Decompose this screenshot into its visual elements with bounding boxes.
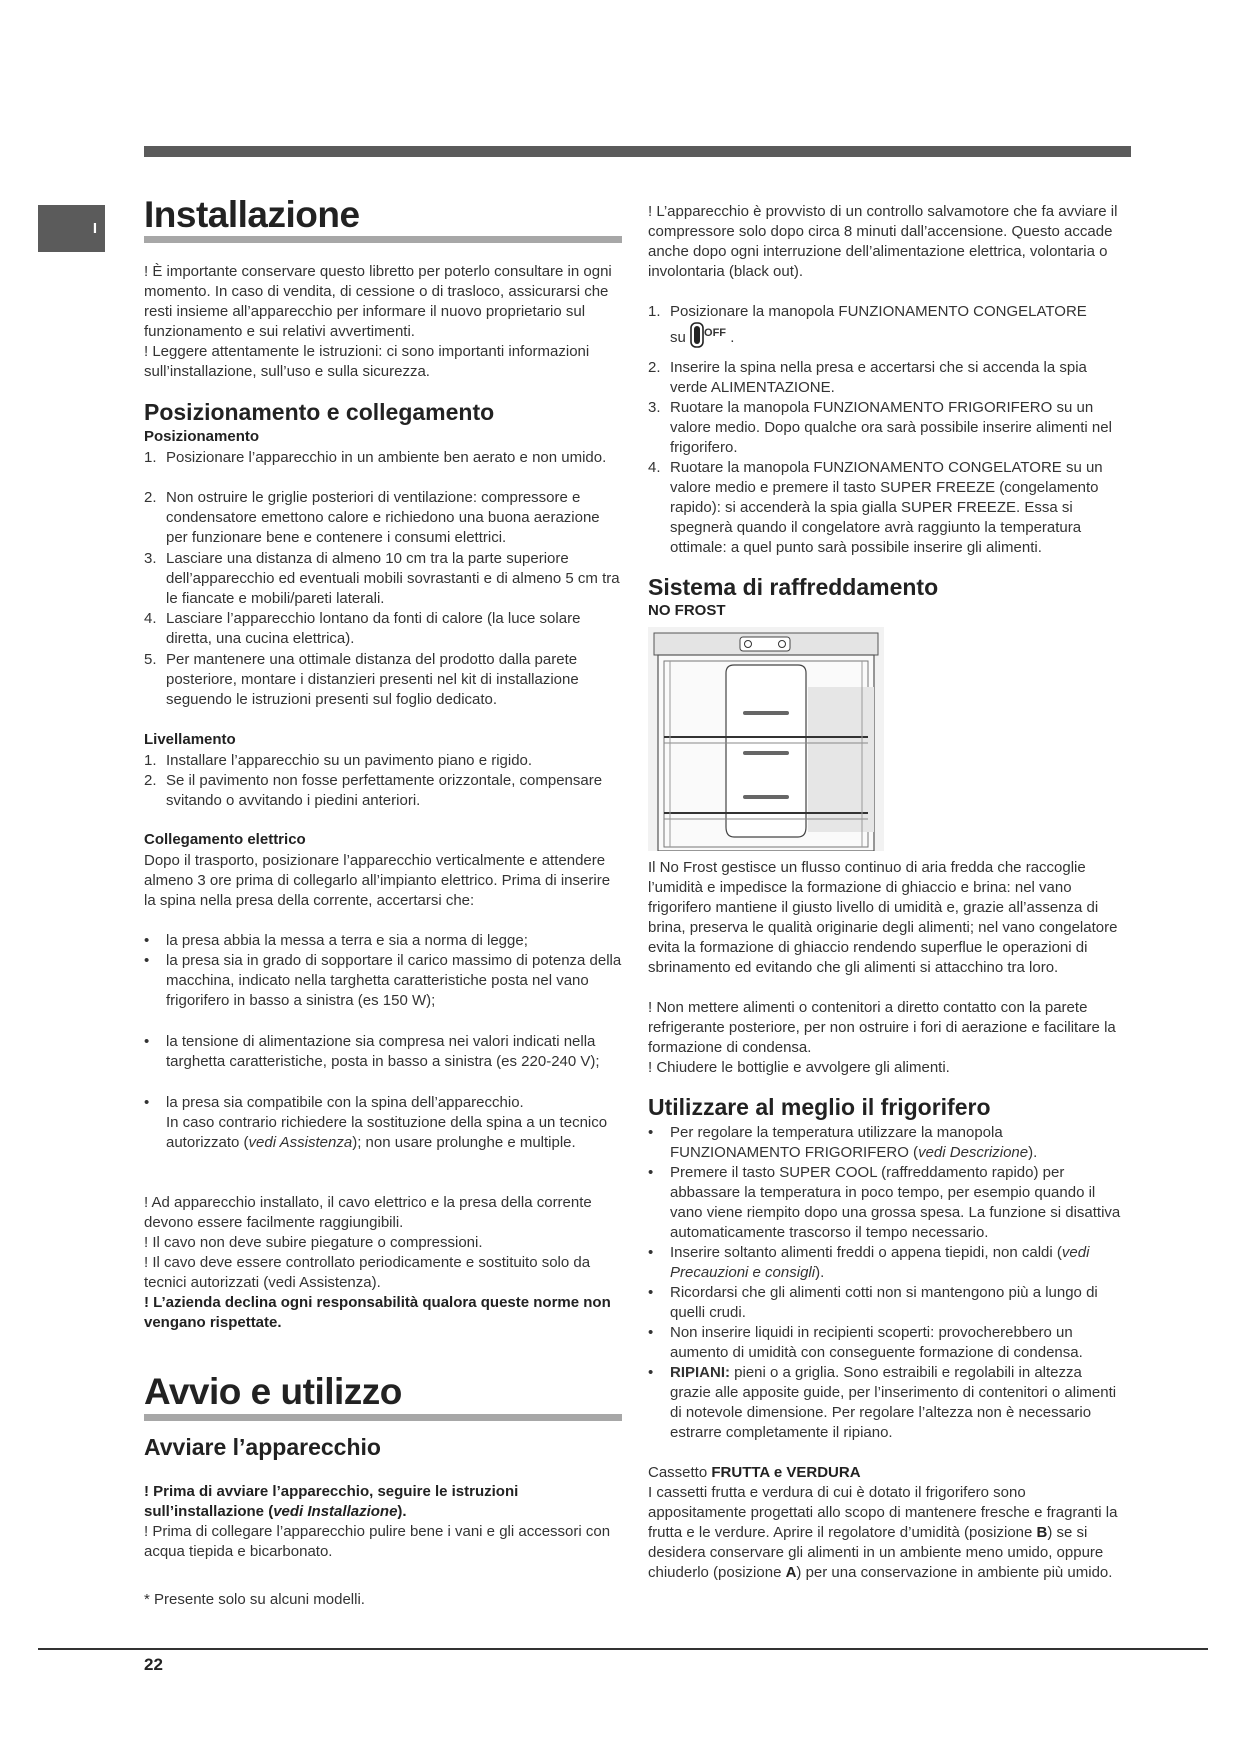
tip-bullet-3: • Inserire soltanto alimenti freddi o appena tiepidi, non caldi (vedi Precauzioni e consigli). [648,1244,1090,1281]
tip-bullet-2: • Premere il tasto SUPER COOL (raffreddamento rapido) per abbassare la temperatura in poco tempo, per esempio quando il vano viene riempito dopo una grossa spesa. La funzione si disattiva automaticamente trascorso il tempo necessario. [648,1164,1121,1241]
elec-bullet-4: • la presa sia compatibile con la spina dell’apparecchio. In caso contrario richiedere la sostituzione della spina a un tecnico autorizzato (vedi Assistenza); non usare prolunghe e multiple. [144,1094,608,1151]
installazione-title: Installazione [144,194,360,235]
pos-item-2: 2. Non ostruire le griglie posteriori di ventilazione: compressore e condensatore emettono calore e richiedono una buona aerazione per funzionare bene e contenere i consumi elettrici. [144,489,600,546]
drawer-description: I cassetti frutta e verdura di cui è dotato il frigorifero sono appositamente progettati allo scopo di mantenere fresche e fragranti la frutta e le verdure. Aprire il regolatore d’umidità (posizione B) se si desidera conservare gli alimenti in un ambiente meno umido, oppure chiuderlo (posizione A) per una conservazione in ambiente più umido. [648,1484,1118,1581]
tip-bullet-5: • Non inserire liquidi in recipienti scoperti: provocherebbero un aumento di umidità con conseguente formazione di condensa. [648,1324,1083,1361]
nofrost-warning-2: ! Chiudere le bottiglie e avvolgere gli alimenti. [648,1059,950,1076]
posizionamento-subheading: Posizionamento [144,428,260,445]
warning-2: ! Il cavo non deve subire piegature o compressioni. [144,1234,483,1251]
start-step-3: 3. Ruotare la manopola FUNZIONAMENTO FRIGORIFERO su un valore medio. Dopo qualche ora sarà possibile inserire alimenti nel frigorifero. [648,399,1112,456]
freezer-knob-off-icon [690,322,704,354]
raffreddamento-heading: Sistema di raffreddamento [648,574,939,600]
footnote: * Presente solo su alcuni modelli. [144,1591,365,1608]
livellamento-subheading: Livellamento [144,731,236,748]
drawer-heading: Cassetto FRUTTA e VERDURA [648,1464,861,1481]
tip-bullet-6: • RIPIANI: pieni o a griglia. Sono estraibili e regolabili in altezza grazie alle apposite guide, per l’inserimento di contenitori o alimenti di notevole dimensione. Per regolare l’altezza non è necessario estrarre completamente il ripiano. [648,1364,1117,1441]
warning-4: ! L’azienda declina ogni responsabilità qualora queste norme non vengano rispettate. [144,1294,611,1331]
nofrost-warning-1: ! Non mettere alimenti o contenitori a diretto contatto con la parete refrigerante posteriore, per non ostruire i fori di aerazione e facilitare la formazione di condensa. [648,999,1116,1056]
pos-item-3: 3. Lasciare una distanza di almeno 10 cm tra la parte superiore dell’apparecchio ed eventuali mobili sovrastanti e di almeno 5 cm tra le fiancate e mobili/pareti laterali. [144,550,620,607]
start-step-4: 4. Ruotare la manopola FUNZIONAMENTO CONGELATORE su un valore medio e premere il tasto SUPER FREEZE (congelamento rapido): si accenderà la spia gialla SUPER FREEZE. Essa si spegnerà quando il congelatore avrà raggiunto la temperatura ottimale: a quel punto sarà possibile inserire gli alimenti. [648,459,1103,556]
avvio-rule [144,1414,622,1421]
tip-bullet-1: • Per regolare la temperatura utilizzare la manopola FUNZIONAMENTO FRIGORIFERO (vedi Descrizione). [648,1124,1038,1161]
pos-item-4: 4. Lasciare l’apparecchio lontano da fonti di calore (la luce solare diretta, una cucina elettrica). [144,610,581,647]
install-intro-1: ! È importante conservare questo libretto per poterlo consultare in ogni momento. In caso di vendita, di cessione o di trasloco, assicurarsi che resti insieme all’apparecchio per informare il nuovo proprietario sul funzionamento e sui relativi avvertimenti. [144,263,612,340]
utilizzare-heading: Utilizzare al meglio il frigorifero [648,1094,991,1120]
liv-item-2: 2. Se il pavimento non fosse perfettamente orizzontale, compensare svitando o avvitando i piedini anteriori. [144,772,603,809]
avviare-heading: Avviare l’apparecchio [144,1434,381,1460]
elec-bullet-2: • la presa sia in grado di sopportare il carico massimo di potenza della macchina, indicato nella targhetta caratteristiche posta nel vano frigorifero in basso a sinistra (es 150 W); [144,952,622,1009]
install-intro-2: ! Leggere attentamente le istruzioni: ci sono importanti informazioni sull’installazione, sull’uso e sulla sicurezza. [144,343,590,380]
pos-item-1: 1. Posizionare l’apparecchio in un ambiente ben aerato e non umido. [144,449,607,466]
title-rule [144,236,622,243]
start-step-1: 1. Posizionare la manopola FUNZIONAMENTO CONGELATORE su $^{OFF}$ . [648,302,1126,354]
posizionamento-heading: Posizionamento e collegamento [144,399,495,425]
elec-bullet-1: • la presa abbia la messa a terra e sia a norma di legge; [144,932,528,949]
footer-rule [38,1648,1208,1650]
nofrost-description: Il No Frost gestisce un flusso continuo di aria fredda che raccoglie l’umidità e impedisce la formazione di ghiaccio e brina: nel vano frigorifero mantiene il giusto livello di umidità e, grazie all’assenza di brina, preserva le qualità originarie degli alimenti; nel vano congelatore evita la formazione di ghiaccio rendendo superflue le operazioni di sbrinamento ed evitando che gli alimenti si attacchino tra loro. [648,859,1118,976]
language-tab: I [38,205,105,252]
fridge-interior-illustration [648,627,884,851]
warning-3: ! Il cavo deve essere controllato periodicamente e sostituito solo da tecnici autorizzati (vedi Assistenza). [144,1254,591,1291]
motor-protection-note: ! L’apparecchio è provvisto di un controllo salvamotore che fa avviare il compressore solo dopo circa 8 minuti dall’accensione. Questo accade anche dopo ogni interruzione dell’alimentazione elettrica, volontaria o involontaria (black out). [648,203,1118,280]
avvio-bold-note: ! Prima di avviare l’apparecchio, seguire le istruzioni sull’installazione (vedi Installazione). [144,1483,519,1520]
start-step-2: 2. Inserire la spina nella presa e accertarsi che si accenda la spia verde ALIMENTAZIONE. [648,359,1087,396]
pos-item-5: 5. Per mantenere una ottimale distanza del prodotto dalla parete posteriore, montare i distanzieri presenti nel kit di installazione seguendo le istruzioni presenti sul foglio dedicato. [144,651,579,708]
nofrost-subheading: NO FROST [648,602,726,619]
elec-bullet-3: • la tensione di alimentazione sia compresa nei valori indicati nella targhetta caratteristiche, posta in basso a sinistra (es 220-240 V); [144,1033,600,1070]
collegamento-subheading: Collegamento elettrico [144,831,306,848]
warning-1: ! Ad apparecchio installato, il cavo elettrico e la presa della corrente devono essere facilmente raggiungibili. [144,1194,592,1231]
page-number: 22 [144,1655,163,1674]
avvio-title: Avvio e utilizzo [144,1371,402,1412]
collegamento-text: Dopo il trasporto, posizionare l’apparecchio verticalmente e attendere almeno 3 ore prima di collegarlo all’impianto elettrico. Prima di inserire la spina nella presa della corrente, accertarsi che: [144,852,611,909]
tip-bullet-4: • Ricordarsi che gli alimenti cotti non si mantengono più a lungo di quelli crudi. [648,1284,1098,1321]
top-bar [144,146,1131,157]
avvio-clean-note: ! Prima di collegare l’apparecchio pulire bene i vani e gli accessori con acqua tiepida e bicarbonato. [144,1523,611,1560]
liv-item-1: 1. Installare l’apparecchio su un pavimento piano e rigido. [144,752,533,769]
